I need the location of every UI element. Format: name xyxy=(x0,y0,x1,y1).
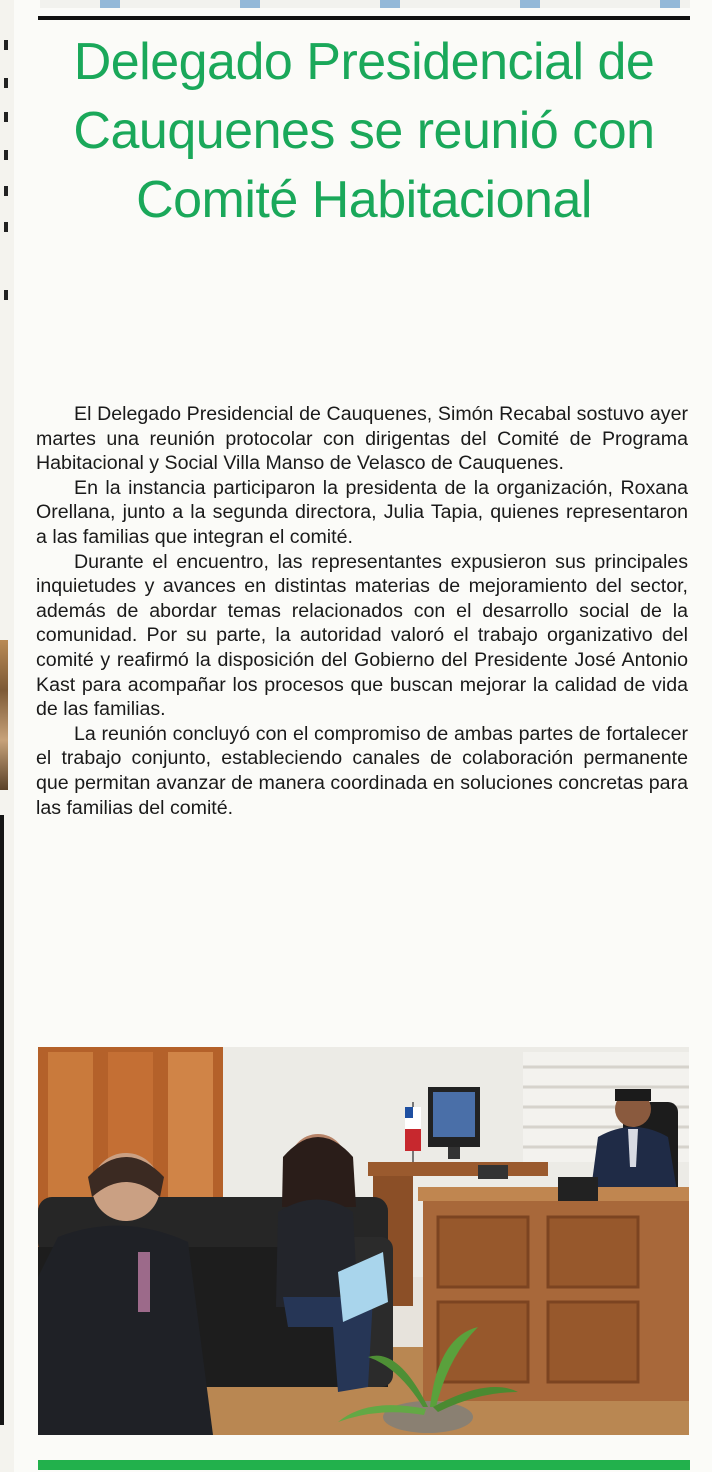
adjacent-column-edge xyxy=(0,815,4,1425)
article-paragraph: La reunión concluyó con el compromiso de ambas partes de fortalecer el trabajo conjunto, estableciendo canales de colaboración permanente que permitan avanzar de manera coordinada en soluciones concretas para las familias del comité. xyxy=(36,722,688,819)
adjacent-photo-edge xyxy=(0,640,8,790)
margin-mark xyxy=(4,40,8,50)
page-footer-bar xyxy=(38,1460,690,1470)
previous-article-edge xyxy=(40,0,690,8)
margin-mark xyxy=(4,78,8,88)
margin-mark xyxy=(4,186,8,196)
section-rule xyxy=(38,16,690,20)
meeting-photo xyxy=(38,1047,689,1435)
article-body xyxy=(36,402,688,820)
adjacent-page-margin xyxy=(0,0,14,1472)
margin-mark xyxy=(4,222,8,232)
margin-mark xyxy=(4,112,8,122)
headline: Delegado Presidencial de Cauquenes se reunió con Comité Habitacional xyxy=(73,33,655,229)
article-paragraph: En la instancia participaron la presidenta de la organización, Roxana Orellana, junto a la segunda directora, Julia Tapia, quienes representaron a las familias que integran el comité. xyxy=(36,476,688,548)
wooden-desk xyxy=(418,1165,689,1401)
article-paragraph: El Delegado Presidencial de Cauquenes, Simón Recabal sostuvo ayer martes una reunión protocolar con dirigentas del Comité de Programa Habitacional y Social Villa Manso de Velasco de Cauquenes. xyxy=(36,403,688,475)
margin-mark xyxy=(4,150,8,160)
margin-mark xyxy=(4,290,8,300)
article-paragraph: Durante el encuentro, las representantes expusieron sus principales inquietudes y avances en distintas materias de mejoramiento del sector, además de abordar temas relacionados con el desarrollo social de la comunidad. Por su parte, la autoridad valoró el trabajo organizativo del comité y reafirmó la disposición del Gobierno del Presidente José Antonio Kast para acompañar los procesos que buscan mejorar la calidad de vida de las familias. xyxy=(36,550,688,721)
